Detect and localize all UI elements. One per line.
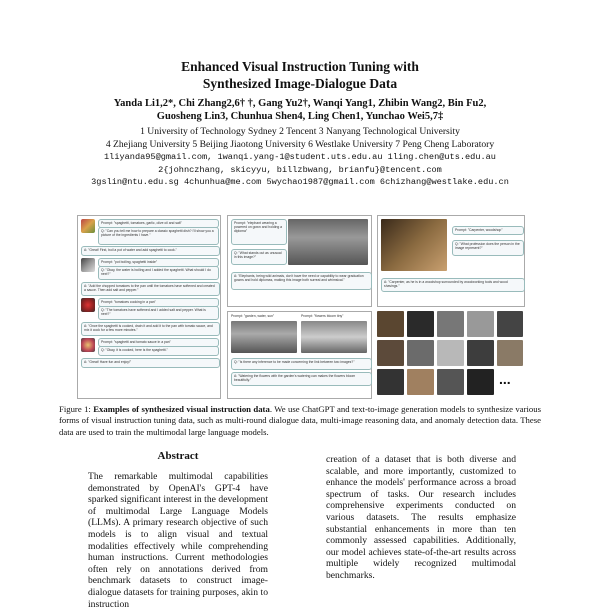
question-bubble-1: Q: "Can you tell me how to prepare a classic spaghetti dish? I'll show you a picture of the ingredients I have." xyxy=(98,227,219,245)
link-answer-bubble: A: "Watering the flowers with the garden's watering can makes the flowers bloom beautifully." xyxy=(231,372,372,386)
abstract-heading: Abstract xyxy=(157,450,199,462)
prompt-bubble-1: Prompt: "spaghetti, tomatoes, garlic, olive oil and salt" xyxy=(98,219,219,228)
affiliation-line-1: 1 University of Technology Sydney 2 Tencent 3 Nanyang Technological University xyxy=(140,126,460,137)
answer-bubble-2: A: "Add the chopped tomatoes to the pan until the tomatoes have softened and created a sauce. Then add salt and pepper." xyxy=(81,282,220,296)
flowers-photo xyxy=(301,321,367,353)
sample-thumbnail-grid xyxy=(377,311,523,397)
spaghetti-pan-photo xyxy=(81,338,95,352)
dialogue-panel xyxy=(77,215,221,399)
garden-prompt-label: Prompt: "garden, water, sun" xyxy=(231,314,275,318)
grid-photo xyxy=(407,369,434,395)
caption-text: . We use ChatGPT and text-to-image generation models to synthesize various forms of visual instruction tuning data, such as multi-round dialogue data, multi-image reasoning data, and anomaly detection data. These data are used to train the multimodal large language models. xyxy=(59,404,541,437)
grid-photo xyxy=(407,311,434,337)
affiliation-line-2: 4 Zhejiang University 5 Beijing Jiaotong University 6 Westlake University 7 Peng Cheng Laboratory xyxy=(105,138,495,150)
prompt-bubble-2: Prompt: "pot boiling, spaghetti inside" xyxy=(98,258,219,267)
title-line-1: Enhanced Visual Instruction Tuning with xyxy=(181,59,419,74)
profession-panel xyxy=(377,215,525,307)
answer-bubble-4: A: "Great! Have fun and enjoy!" xyxy=(81,358,220,368)
abstract-left-column xyxy=(88,471,268,610)
anomaly-panel xyxy=(227,215,372,307)
ingredients-photo xyxy=(81,219,95,233)
link-question-bubble: Q: "Is there any inference to be made concerning the link between two images?" xyxy=(231,358,372,370)
question-bubble-2: Q: "Okay, the water is boiling and I added the spaghetti. What should I do next?" xyxy=(98,266,219,280)
caption-label: Figure 1: xyxy=(59,404,94,414)
paper-title xyxy=(0,58,600,92)
grid-photo xyxy=(467,311,494,337)
boiling-pot-photo xyxy=(81,258,95,272)
garden-photo xyxy=(231,321,297,353)
grid-photo xyxy=(437,369,464,395)
email-line-2: 2{johnczhang, skicyyu, billzbwang, brianfu}@tencent.com xyxy=(158,164,442,175)
grid-photo xyxy=(437,340,464,366)
grid-photo xyxy=(377,311,404,337)
tomato-pan-photo xyxy=(81,298,95,312)
answer-bubble-3: A: "Once the spaghetti is cooked, drain it and add it to the pan with tomato sauce, and mix it cook for a few more minutes." xyxy=(81,322,220,336)
title-line-2: Synthesized Image-Dialogue Data xyxy=(202,76,398,91)
grid-photo xyxy=(497,340,523,366)
elephant-prompt-bubble: Prompt: "elephant wearing a powered on gown and holding a diploma" xyxy=(231,219,287,245)
abstract-right-column xyxy=(326,454,516,582)
figure-1 xyxy=(77,215,523,397)
authors-line-2: Guosheng Lin3, Chunhua Shen4, Ling Chen1, Yunchao Wei5,7‡ xyxy=(156,111,444,122)
email-line-1: 1liyanda95@gmail.com, 1wanqi.yang-1@student.uts.edu.au 1ling.chen@uts.edu.au xyxy=(104,152,496,162)
multi-image-panel xyxy=(227,311,372,399)
carpenter-question-bubble: Q: "What profession does the person in the image represent?" xyxy=(452,240,524,256)
abstract-left-text: The remarkable multimodal capabilities demonstrated by OpenAI's GPT-4 have sparked significant interest in the development of multimodal Large Language Models (LLMs). A primary research objective of such models is to align visual and textual modalities effectively while comprehending human instructions. Current methodologies often rely on annotations derived from benchmark datasets to construct image-dialogue datasets for training purposes, akin to instruction xyxy=(88,471,268,610)
grid-photo xyxy=(497,311,523,337)
figure-caption xyxy=(59,404,541,438)
grid-photo xyxy=(467,369,494,395)
prompt-bubble-3: Prompt: "tomatoes cooking in a pan" xyxy=(98,298,219,307)
question-bubble-3: Q: "The tomatoes have softened and I added salt and pepper. What is next?" xyxy=(98,306,219,320)
grid-photo xyxy=(467,340,494,366)
email-line-3: 3gslin@ntu.edu.sg 4chunhua@me.com 5wychao1987@gmail.com 6chizhang@westlake.edu.cn xyxy=(91,177,509,187)
carpenter-photo xyxy=(381,219,447,271)
carpenter-answer-bubble: A: "Carpenter, as he is in a woodshop surrounded by woodworking tools and wood shavings." xyxy=(381,278,525,292)
prompt-bubble-4: Prompt: "spaghetti and tomato sauce in a pan" xyxy=(98,338,219,347)
author-list xyxy=(40,97,560,123)
answer-bubble-1: A: "Great! First, boil a pot of water and add spaghetti to cook." xyxy=(81,246,220,256)
elephant-answer-bubble: A: "Elephants, being wild animals, don't have the need or capability to wear graduation gowns and hold diplomas, making this image both surreal and whimsical." xyxy=(231,272,372,290)
grid-photo xyxy=(407,340,434,366)
authors-line-1: Yanda Li1,2*, Chi Zhang2,6† †, Gang Yu2†, Wanqi Yang1, Zhibin Wang2, Bin Fu2, xyxy=(113,98,487,109)
caption-bold: Examples of synthesized visual instruction data xyxy=(93,404,270,414)
elephant-photo xyxy=(288,219,368,265)
elephant-question-bubble: Q: "What stands out as unusual in this image?" xyxy=(231,249,287,265)
question-bubble-4: Q: "Okay, it is cooked, here is the spaghetti." xyxy=(98,346,219,356)
more-ellipsis: ... xyxy=(499,371,511,387)
flowers-prompt-label: Prompt: "flowers bloom tiny" xyxy=(301,314,344,318)
affiliations xyxy=(30,126,570,189)
carpenter-prompt-bubble: Prompt: "Carpenter, woodshop" xyxy=(452,226,524,235)
abstract-right-text: creation of a dataset that is both diverse and scalable, and more importantly, customized to enhance the models' performance across a broad spectrum of tasks. Our research includes comprehensive experiments conducted on various datasets. The results emphasize substantial enhancements in more than ten commonly assessed capabilities. Additionally, our model achieves state-of-the-art results across multiple widely recognized multimodal benchmarks. xyxy=(326,454,516,581)
grid-photo xyxy=(377,369,404,395)
grid-photo xyxy=(377,340,404,366)
grid-photo xyxy=(437,311,464,337)
